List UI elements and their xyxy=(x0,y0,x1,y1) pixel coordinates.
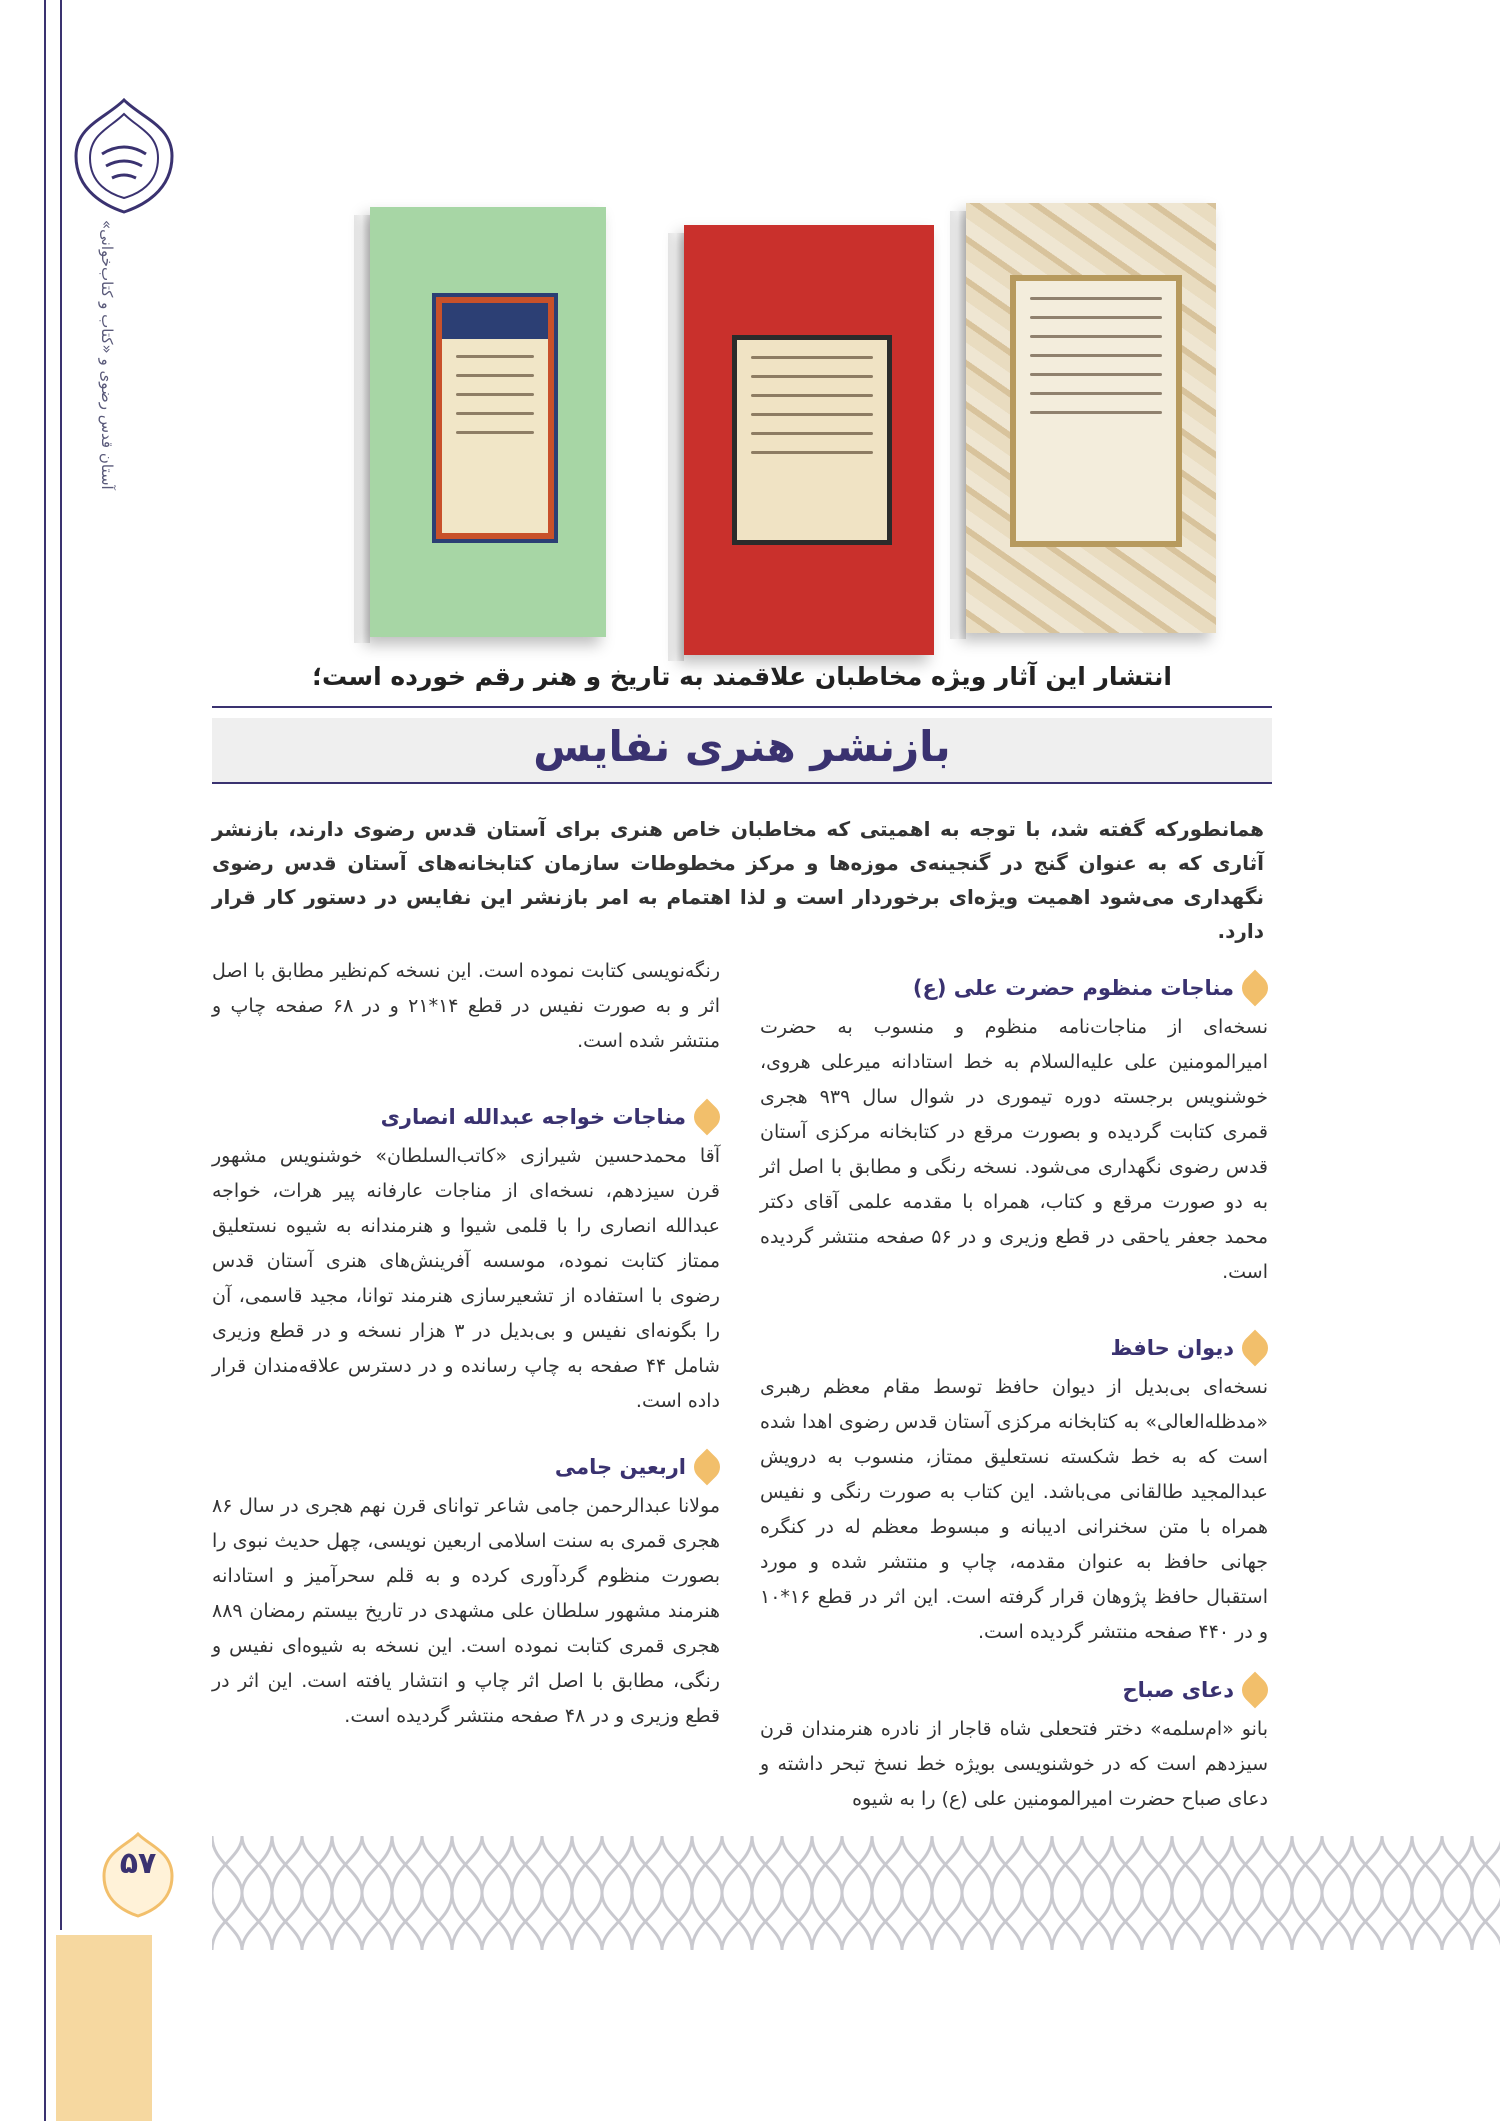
section-body: نسخه‌ای از مناجات‌نامه منظوم و منسوب به حضرت امیرالمومنین علی علیه‌السلام به خط استادانه میرعلی هروی، خوشنویس برجسته دوره تیموری در شوال سال ۹۳۹ هجری قمری کتابت گردیده و بصورت مرقع در کتابخانه مرکزی آستان قدس رضوی نگهداری می‌شود. نسخه رنگی و مطابق با اصل اثر به دو صورت مرقع و کتاب، همراه با مقدمه علمی آقای دکتر محمد جعفر یاحقی در قطع وزیری و در ۵۶ صفحه منتشر گردیده است. xyxy=(760,1016,1268,1283)
title-rule-bottom xyxy=(212,782,1272,784)
section-body-continued: رنگه‌نویسی کتابت نموده است. این نسخه کم‌نظیر مطابق با اصل اثر و به صورت نفیس در قطع ۱۴*۲۱ و در ۶۸ صفحه چاپ و منتشر شده است. xyxy=(212,960,720,1052)
book-cover-green xyxy=(370,207,606,637)
section-body: نسخه‌ای بی‌بدیل از دیوان حافظ توسط مقام معظم رهبری «مدظله‌العالی» به کتابخانه مرکزی آستان قدس رضوی اهدا شده است که به خط شکسته نستعلیق ممتاز، منسوب به درویش عبدالمجید طالقانی می‌باشد. این کتاب به صورت رنگی و نفیس همراه با متن سخنرانی ادیبانه و مبسوط معظم له در کنگره جهانی حافظ به عنوان مقدمه، چاپ و منتشر شده و مورد استقبال حافظ پژوهان قرار گرفته است. این اثر در قطع ۱۶*۱۰ و در ۴۴۰ صفحه منتشر گردیده است. xyxy=(760,1376,1268,1643)
page-number: ۵۷ xyxy=(119,1846,157,1881)
leaf-icon xyxy=(689,1099,726,1136)
title-rule-top xyxy=(212,706,1272,708)
section-heading xyxy=(760,1330,1268,1366)
leaf-icon xyxy=(1237,970,1274,1007)
sidebar-vertical-text: آستان قدس رضوی و «کتاب و کتاب‌خوانی» xyxy=(98,220,116,490)
book-cover-red xyxy=(684,225,934,655)
section-body: آقا محمدحسین شیرازی «کاتب‌السلطان» خوشنویس مشهور قرن سیزدهم، نسخه‌ای از مناجات عارفانه پیر هرات، خواجه عبدالله انصاری را با قلمی شیوا و هنرمندانه به شیوه نستعلیق ممتاز کتابت نموده، موسسه آفرینش‌های هنری آستان قدس رضوی با استفاده از تشعیرسازی هنرمند توانا، مجید قاسمی، آن را بگونه‌ای نفیس و بی‌بدیل در ۳ هزار نسخه و در قطع وزیری شامل ۴۴ صفحه به چاپ رسانده و در دسترس علاقه‌مندان قرار داده است. xyxy=(212,1145,720,1412)
left-column xyxy=(212,954,720,1734)
sidebar-rail xyxy=(0,0,157,2121)
section-heading xyxy=(760,970,1268,1006)
section-heading-text: دیوان حافظ xyxy=(1110,1336,1234,1360)
leaf-icon xyxy=(1237,1330,1274,1367)
section-heading xyxy=(212,1449,720,1485)
decorative-pattern xyxy=(212,1836,1500,1950)
leaf-icon xyxy=(1237,1672,1274,1709)
section-heading xyxy=(212,1099,720,1135)
bottom-color-tab xyxy=(56,1935,152,2121)
article-title: بازنشر هنری نفایس xyxy=(533,722,951,771)
section-body: مولانا عبدالرحمن جامی شاعر توانای قرن نهم هجری در سال ۸۶ هجری قمری به سنت اسلامی اربعین نویسی، چهل حدیث نبوی را بصورت منظوم گردآوری کرده و به قلم سحرآمیز و استادانه هنرمند مشهور سلطان علی مشهدی در تاریخ بیستم رمضان ۸۸۹ هجری قمری کتابت نموده است. این نسخه به شیوه‌ای نفیس و رنگی، مطابق با اصل اثر چاپ و انتشار یافته است. این اثر در قطع وزیری و در ۴۸ صفحه منتشر گردیده است. xyxy=(212,1495,720,1727)
section-heading-text: مناجات خواجه عبدالله انصاری xyxy=(380,1105,686,1129)
section-heading xyxy=(760,1672,1268,1708)
section-body: بانو «ام‌سلمه» دختر فتحعلی شاه قاجار از نادره هنرمندان قرن سیزدهم است که در خوشنویسی بویژه خط نسخ تبحر داشته و دعای صباح حضرت امیرالمومنین علی (ع) را به شیوه xyxy=(760,1718,1268,1810)
section-heading-text: دعای صباح xyxy=(1122,1678,1234,1702)
section-heading-text: مناجات منظوم حضرت علی (ع) xyxy=(912,976,1234,1000)
intro-paragraph: همانطورکه گفته شد، با توجه به اهمیتی که مخاطبان خاص هنری برای آستان قدس رضوی دارند، بازنشر آثاری که به عنوان گنج در گنجینه‌ی موزه‌ها و مرکز مخطوطات سازمان کتابخانه‌های آستان قدس رضوی نگهداری می‌شود اهمیت ویژه‌ای برخوردار است و لذا اهتمام به امر بازنشر این نفایس در دستور کار قرار دارد. xyxy=(212,817,1264,943)
section-heading-text: اربعین جامی xyxy=(554,1455,686,1479)
magazine-emblem xyxy=(72,96,176,216)
book-covers-image xyxy=(340,195,1260,635)
rail-line-inner xyxy=(60,0,62,1930)
article-subtitle: انتشار این آثار ویژه مخاطبان علاقمند به تاریخ و هنر رقم خورده است؛ xyxy=(312,662,1172,691)
right-column xyxy=(760,970,1268,1817)
rail-line-outer xyxy=(44,0,46,2121)
book-cover-marbled xyxy=(966,203,1216,633)
leaf-icon xyxy=(689,1449,726,1486)
